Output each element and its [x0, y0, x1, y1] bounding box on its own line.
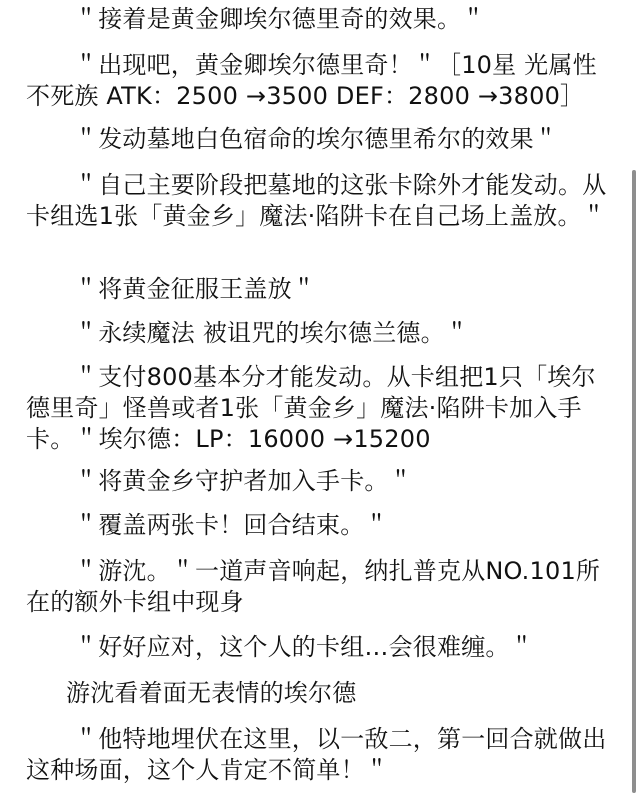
paragraph-7: ＂支付800基本分才能发动。从卡组把1只「埃尔德里奇」怪兽或者1张「黄金乡」魔法·陷阱卡加入手卡。＂埃尔德：LP：16000 →15200	[26, 363, 596, 453]
vertical-scrollbar[interactable]	[632, 170, 636, 793]
paragraph-13: ＂他特地埋伏在这里，以一敌二，第一回合就做出这种场面，这个人肯定不简单！＂	[26, 725, 607, 784]
paragraph-3: ＂发动墓地白色宿命的埃尔德里希尔的效果＂	[74, 125, 558, 153]
paragraph-6: ＂永续魔法 被诅咒的埃尔德兰德。＂	[74, 319, 470, 347]
paragraph-2: ＂出现吧，黄金卿埃尔德里奇！＂［10星 光属性 不死族 ATK：2500 →3500 DEF：2800 →3800］	[26, 51, 597, 110]
paragraph-10: ＂游沈。＂一道声音响起，纳扎普克从NO.101所在的额外卡组中现身	[26, 557, 601, 616]
paragraph-5: ＂将黄金征服王盖放＂	[74, 275, 316, 303]
paragraph-4: ＂自己主要阶段把墓地的这张卡除外才能发动。从卡组选1张「黄金乡」魔法·陷阱卡在自己场上盖放。＂	[26, 171, 607, 230]
paragraph-9: ＂覆盖两张卡！回合结束。＂	[74, 511, 389, 539]
paragraph-8: ＂将黄金乡守护者加入手卡。＂	[74, 467, 413, 495]
paragraph-11: ＂好好应对，这个人的卡组…会很难缠。＂	[74, 633, 534, 661]
paragraph-1: ＂接着是黄金卿埃尔德里奇的效果。＂	[74, 5, 486, 33]
paragraph-12: 游沈看着面无表情的埃尔德	[66, 679, 357, 707]
